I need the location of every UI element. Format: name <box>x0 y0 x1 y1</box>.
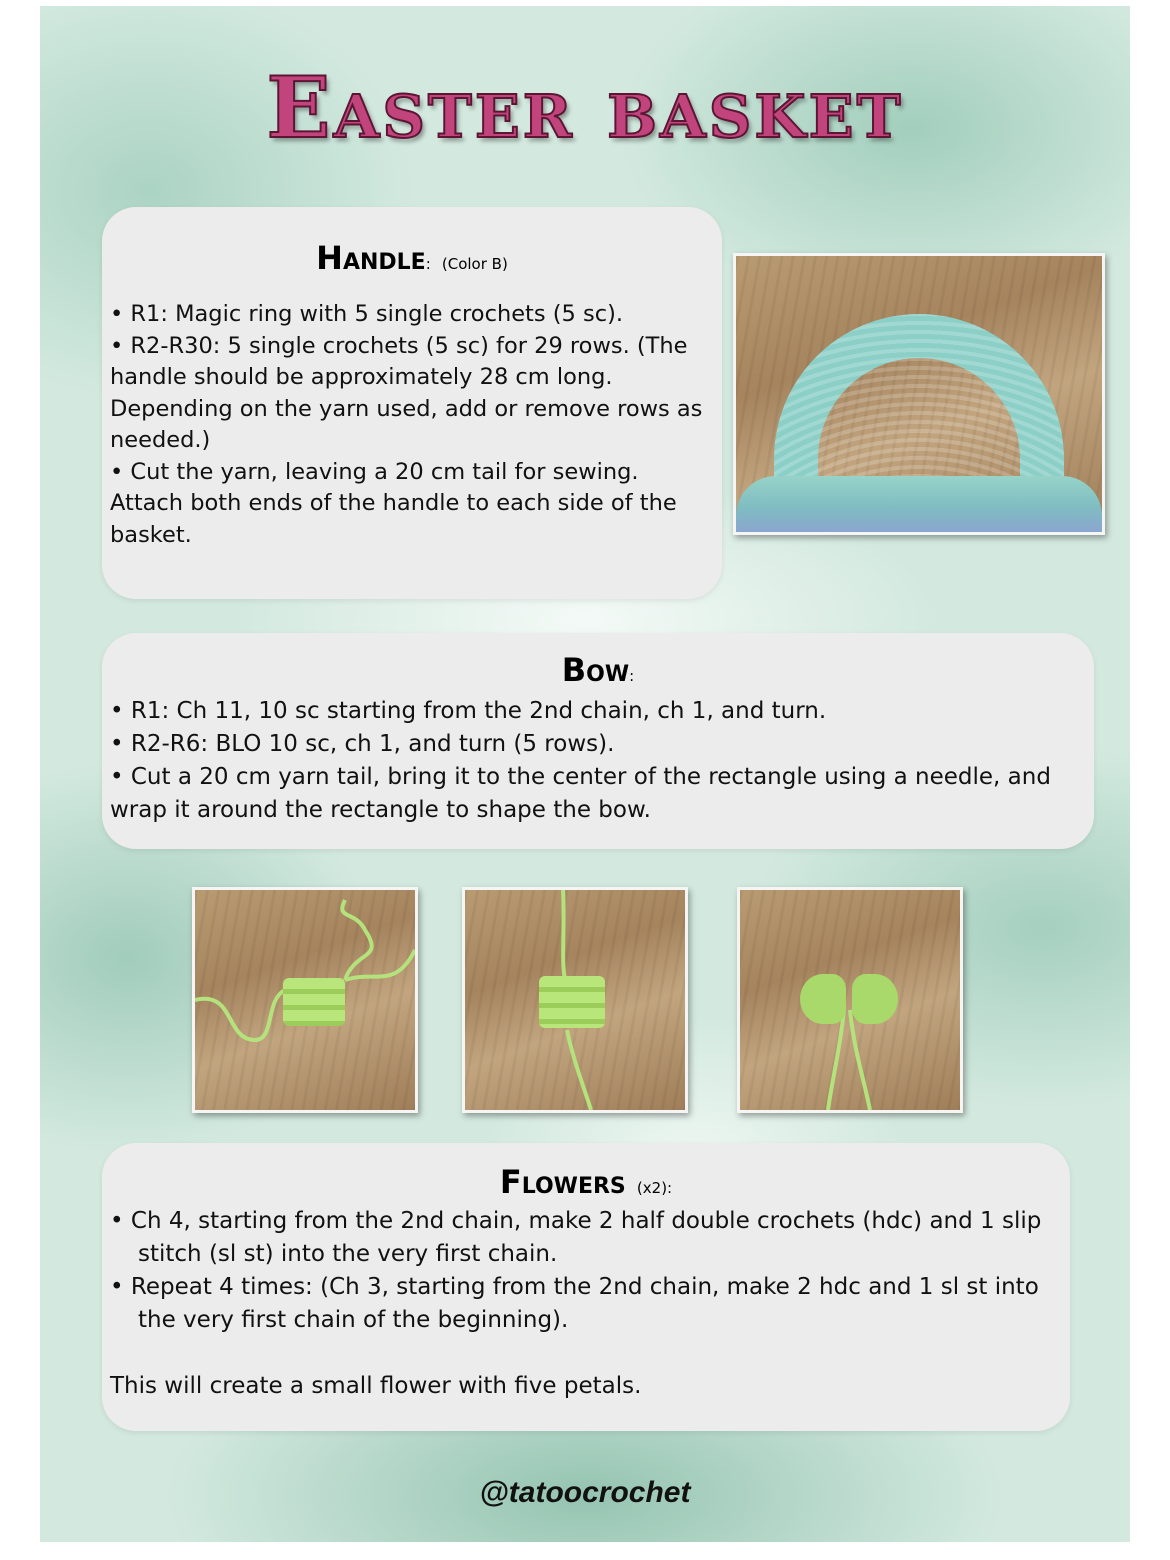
flowers-heading: Flowers <box>499 1163 626 1201</box>
handle-step-3: • Cut the yarn, leaving a 20 cm tail for sewing. Attach both ends of the handle to each side of the basket. <box>110 458 677 548</box>
flowers-closing: This will create a small flower with five petals. <box>110 1373 642 1399</box>
flowers-step-1: • Ch 4, starting from the 2nd chain, make 2 half double crochets (hdc) and 1 slip stitch (sl st) into the very first chain. <box>110 1208 1042 1267</box>
pattern-page <box>40 6 1130 1542</box>
page-title: Easter basket <box>266 58 904 157</box>
flowers-count-note: (x2): <box>636 1179 673 1197</box>
bow-step-1: • R1: Ch 11, 10 sc starting from the 2nd chain, ch 1, and turn. <box>110 698 827 724</box>
bow-instructions <box>110 695 1070 827</box>
handle-heading: Handle <box>316 239 426 277</box>
flowers-card <box>102 1143 1070 1431</box>
handle-instructions <box>110 299 706 551</box>
bow-heading-row <box>102 651 1094 689</box>
yarn-strand-image <box>740 890 960 1110</box>
bow-left-loop-image <box>800 974 846 1024</box>
bow-heading: Bow <box>561 651 630 689</box>
handle-step-2: • R2-R30: 5 single crochets (5 sc) for 29 rows. (The handle should be approximately 28 cm long. Depending on the yarn used, add or remove rows as needed.) <box>110 332 703 453</box>
handle-color-note: (Color B) <box>441 255 508 273</box>
handle-step-1: • R1: Magic ring with 5 single crochets (5 sc). <box>110 301 624 327</box>
flowers-step-1-text: Ch 4, starting from the 2nd chain, make 2 half double crochets (hdc) and 1 slip stitch (sl st) into the very first chain. <box>130 1208 1042 1267</box>
crochet-rectangle-image <box>283 978 345 1026</box>
handle-card <box>102 207 722 599</box>
bow-photo-3 <box>737 887 963 1113</box>
author-handle: @tatoocrochet <box>479 1476 691 1509</box>
flowers-step-2: • Repeat 4 times: (Ch 3, starting from the 2nd chain, make 2 hdc and 1 sl st into the very first chain of the beginning). <box>110 1274 1039 1333</box>
bow-card <box>102 633 1094 849</box>
handle-heading-row <box>102 239 722 277</box>
bow-step-3: • Cut a 20 cm yarn tail, bring it to the center of the rectangle using a needle, and wrap it around the rectangle to shape the bow. <box>110 764 1051 823</box>
basket-rim-image <box>736 476 1102 532</box>
flowers-heading-row <box>102 1163 1070 1201</box>
handle-heading-colon: : <box>425 255 431 273</box>
bow-right-loop-image <box>852 974 898 1024</box>
bow-photo-2 <box>462 887 688 1113</box>
flowers-step-2-text: Repeat 4 times: (Ch 3, starting from the 2nd chain, make 2 hdc and 1 sl st into the very first chain of the beginning). <box>130 1274 1039 1333</box>
bow-photo-1 <box>192 887 418 1113</box>
flowers-instructions <box>110 1205 1060 1403</box>
bow-heading-colon: : <box>629 667 635 685</box>
bow-step-2: • R2-R6: BLO 10 sc, ch 1, and turn (5 rows). <box>110 731 615 757</box>
handle-photo <box>733 253 1105 535</box>
crochet-rectangle-wrapped-image <box>539 976 605 1028</box>
